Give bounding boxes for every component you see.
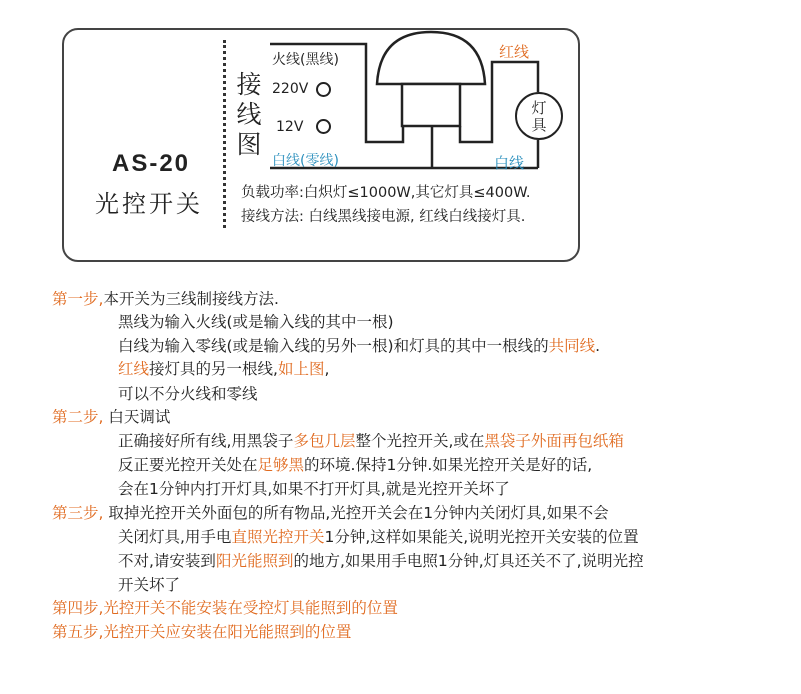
instruction-text: 开关坏了 bbox=[118, 576, 181, 594]
voltage-12v-label: 12V bbox=[276, 119, 304, 135]
red-wire-label: 红线 bbox=[499, 43, 530, 61]
title-char: 接 bbox=[236, 70, 262, 99]
instruction-line bbox=[118, 311, 394, 333]
instruction-line bbox=[118, 454, 592, 476]
terminal-220v-icon bbox=[316, 82, 331, 97]
instruction-text: 会在1分钟内打开灯具,如果不打开灯具,就是光控开关坏了 bbox=[118, 480, 510, 498]
highlight-text: 第一步, bbox=[52, 290, 104, 308]
instruction-line bbox=[118, 478, 510, 500]
highlight-text: 多包几层 bbox=[293, 432, 356, 450]
instruction-line bbox=[118, 550, 644, 572]
highlight-text: 黑袋子外面再包纸箱 bbox=[484, 432, 624, 450]
voltage-220v-label: 220V bbox=[272, 81, 309, 97]
instruction-text: 可以不分火线和零线 bbox=[118, 385, 258, 403]
highlight-text: 第三步, bbox=[52, 504, 104, 522]
title-char: 图 bbox=[236, 130, 262, 159]
instruction-line bbox=[52, 597, 398, 619]
highlight-text: 第四步,光控开关不能安装在受控灯具能照到的位置 bbox=[52, 599, 398, 617]
product-name: 光控开关 bbox=[95, 190, 203, 218]
instruction-line bbox=[118, 430, 624, 452]
highlight-text: 第五步,光控开关应安装在阳光能照到的位置 bbox=[52, 623, 352, 641]
terminal-12v-icon bbox=[316, 119, 331, 134]
instruction-text: 1分钟,这样如果能关,说明光控开关安装的位置 bbox=[324, 528, 639, 546]
white-wire-label: 白线 bbox=[494, 154, 525, 172]
highlight-text: 直照光控开关 bbox=[231, 528, 325, 546]
model-number: AS-20 bbox=[111, 150, 191, 177]
highlight-text: 第二步, bbox=[52, 408, 104, 426]
instruction-line bbox=[52, 502, 609, 524]
instruction-line bbox=[52, 288, 279, 310]
wiring-method-spec: 接线方法: 白线黑线接电源, 红线白线接灯具. bbox=[241, 209, 526, 225]
instruction-text: 正确接好所有线,用黑袋子 bbox=[118, 432, 294, 450]
instruction-line bbox=[52, 621, 351, 643]
lamp-label-char: 灯 bbox=[531, 99, 547, 117]
sensor-body bbox=[402, 84, 460, 126]
instruction-text: , bbox=[324, 360, 330, 378]
instruction-line bbox=[118, 574, 180, 596]
fire-wire-label: 火线(黑线) bbox=[272, 52, 339, 68]
highlight-text: 共同线 bbox=[548, 337, 596, 355]
instruction-line bbox=[52, 406, 170, 428]
instruction-line bbox=[118, 335, 600, 357]
highlight-text: 如上图 bbox=[277, 360, 325, 378]
instruction-line bbox=[118, 526, 639, 548]
instruction-text: 白天调试 bbox=[103, 408, 171, 426]
lamp-icon bbox=[515, 92, 563, 140]
load-spec: 负载功率:白炽灯≤1000W,其它灯具≤400W. bbox=[241, 185, 531, 201]
instruction-line bbox=[118, 358, 329, 380]
highlight-text: 阳光能照到 bbox=[215, 552, 294, 570]
highlight-text: 足够黑 bbox=[257, 456, 305, 474]
neutral-wire-label: 白线(零线) bbox=[272, 153, 339, 169]
sensor-dome bbox=[377, 32, 485, 84]
instruction-text: 取掉光控开关外面包的所有物品,光控开关会在1分钟内关闭灯具,如果不会 bbox=[103, 504, 609, 522]
instruction-text: 的地方,如果用手电照1分钟,灯具还关不了,说明光控 bbox=[293, 552, 644, 570]
instruction-text: 不对,请安装到 bbox=[118, 552, 216, 570]
instruction-text: 的环境.保持1分钟.如果光控开关是好的话, bbox=[304, 456, 593, 474]
instruction-text: 关闭灯具,用手电 bbox=[118, 528, 232, 546]
highlight-text: 红线 bbox=[118, 360, 150, 378]
instruction-text: 反正要光控开关处在 bbox=[118, 456, 258, 474]
instruction-text: 整个光控开关,或在 bbox=[355, 432, 485, 450]
instruction-text: 黑线为输入火线(或是输入线的其中一根) bbox=[118, 313, 394, 331]
instruction-text: 白线为输入零线(或是输入线的另外一根)和灯具的其中一根线的 bbox=[118, 337, 549, 355]
instruction-text: . bbox=[595, 337, 601, 355]
lamp-label-char: 具 bbox=[531, 116, 547, 134]
instruction-text: 接灯具的另一根线, bbox=[149, 360, 278, 378]
instruction-text: 本开关为三线制接线方法. bbox=[103, 290, 279, 308]
title-char: 线 bbox=[236, 100, 262, 129]
instruction-line bbox=[118, 383, 258, 405]
